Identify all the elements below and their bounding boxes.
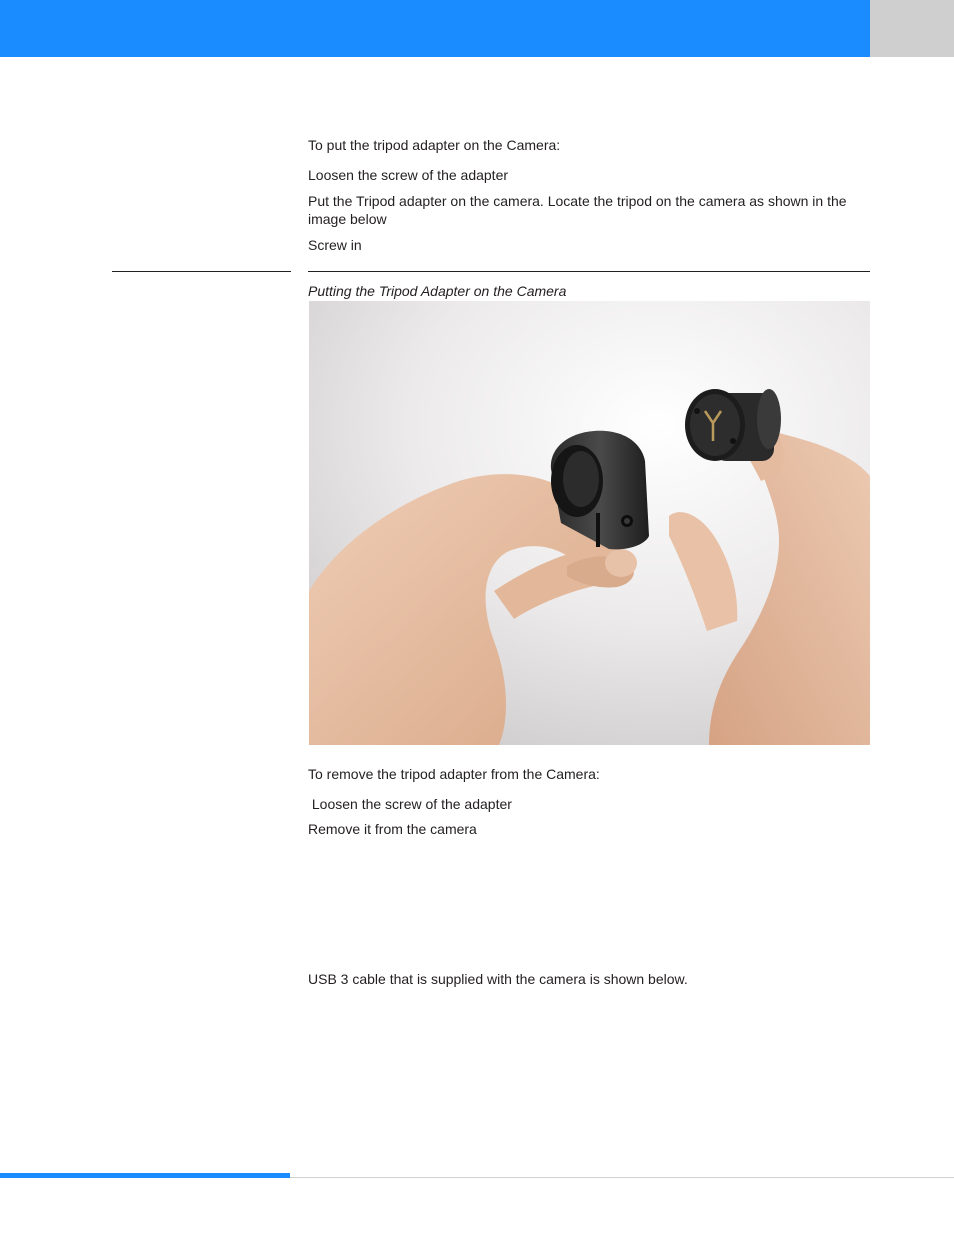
- put-adapter-intro: To put the tripod adapter on the Camera:: [308, 137, 561, 153]
- tripod-adapter-photo: [309, 301, 870, 745]
- remove-step-2: Remove it from the camera: [308, 821, 477, 837]
- header-page-tab: [870, 0, 954, 57]
- remove-step-1: Loosen the screw of the adapter: [308, 796, 512, 812]
- header-bar: [0, 0, 870, 57]
- put-step-3: Screw in: [308, 237, 362, 253]
- divider-right: [308, 271, 870, 272]
- usb-cable-note: USB 3 cable that is supplied with the camera is shown below.: [308, 971, 688, 987]
- put-step-2: Put the Tripod adapter on the camera. Locate the tripod on the camera as shown in the image below: [308, 193, 847, 227]
- put-step-1: Loosen the screw of the adapter: [308, 167, 509, 183]
- divider-left: [112, 271, 291, 272]
- figure-caption: Putting the Tripod Adapter on the Camera: [308, 283, 567, 299]
- footer-rule: [290, 1177, 954, 1178]
- remove-adapter-intro: To remove the tripod adapter from the Camera:: [308, 766, 600, 782]
- footer-accent-bar: [0, 1173, 290, 1178]
